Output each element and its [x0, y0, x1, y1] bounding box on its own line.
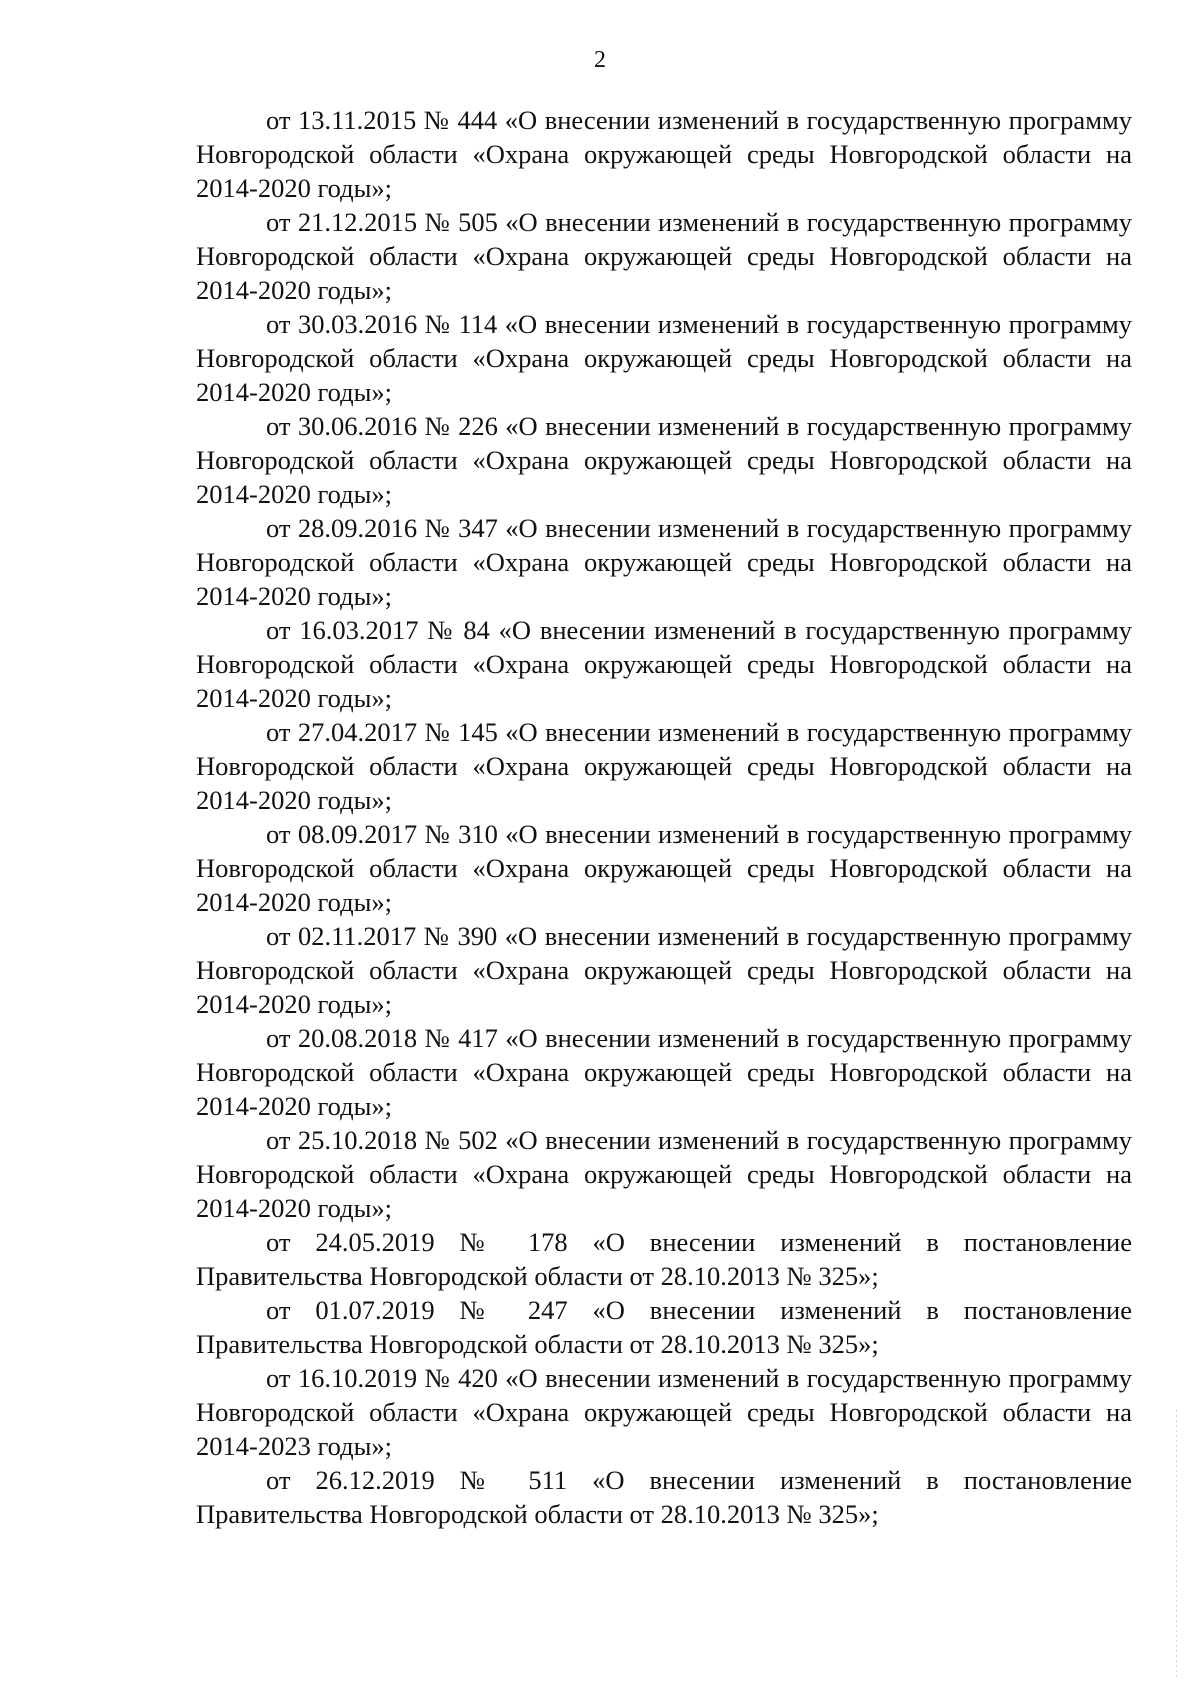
list-item: от 25.10.2018 № 502 «О внесении изменений в государственную программу Новгородской области «Охрана окружающей среды Новгородской области на 2014-2020 годы»; [196, 1125, 1132, 1223]
list-item: от 13.11.2015 № 444 «О внесении изменений в государственную программу Новгородской области «Охрана окружающей среды Новгородской области на 2014-2020 годы»; [196, 105, 1132, 203]
page-number: 2 [594, 47, 606, 73]
list-item: от 16.03.2017 № 84 «О внесении изменений в государственную программу Новгородской области «Охрана окружающей среды Новгородской области на 2014-2020 годы»; [196, 615, 1132, 713]
list-item: от 21.12.2015 № 505 «О внесении изменений в государственную программу Новгородской области «Охрана окружающей среды Новгородской области на 2014-2020 годы»; [196, 207, 1132, 305]
list-item: от 02.11.2017 № 390 «О внесении изменений в государственную программу Новгородской области «Охрана окружающей среды Новгородской области на 2014-2020 годы»; [196, 921, 1132, 1019]
list-item: от 28.09.2016 № 347 «О внесении изменений в государственную программу Новгородской области «Охрана окружающей среды Новгородской области на 2014-2020 годы»; [196, 513, 1132, 611]
list-item: от 20.08.2018 № 417 «О внесении изменений в государственную программу Новгородской области «Охрана окружающей среды Новгородской области на 2014-2020 годы»; [196, 1023, 1132, 1121]
list-item: от 30.03.2016 № 114 «О внесении изменений в государственную программу Новгородской области «Охрана окружающей среды Новгородской области на 2014-2020 годы»; [196, 309, 1132, 407]
list-item: от 08.09.2017 № 310 «О внесении изменений в государственную программу Новгородской области «Охрана окружающей среды Новгородской области на 2014-2020 годы»; [196, 819, 1132, 917]
list-item: от 30.06.2016 № 226 «О внесении изменений в государственную программу Новгородской области «Охрана окружающей среды Новгородской области на 2014-2020 годы»; [196, 411, 1132, 509]
list-item: от 24.05.2019 № 178 «О внесении изменений в постановление Правительства Новгородской области от 28.10.2013 № 325»; [196, 1227, 1132, 1291]
document-body [196, 103, 1132, 1531]
list-item: от 27.04.2017 № 145 «О внесении изменений в государственную программу Новгородской области «Охрана окружающей среды Новгородской области на 2014-2020 годы»; [196, 717, 1132, 815]
list-item: от 26.12.2019 № 511 «О внесении изменений в постановление Правительства Новгородской области от 28.10.2013 № 325»; [196, 1465, 1132, 1529]
scan-edge-mark [1176, 1410, 1177, 1680]
list-item: от 16.10.2019 № 420 «О внесении изменений в государственную программу Новгородской области «Охрана окружающей среды Новгородской области на 2014-2023 годы»; [196, 1363, 1132, 1461]
list-item: от 01.07.2019 № 247 «О внесении изменений в постановление Правительства Новгородской области от 28.10.2013 № 325»; [196, 1295, 1132, 1359]
